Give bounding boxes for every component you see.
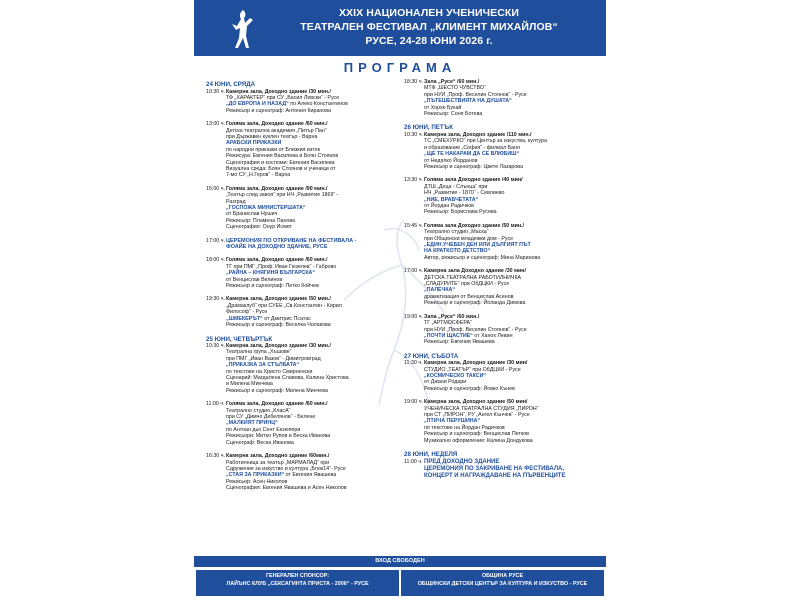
event-author: от Венцислав Велинов <box>226 276 283 283</box>
programme-event <box>206 343 402 394</box>
event-troupe: СТУДИО „ТЕАТЪР“ при ОбДЦКИ - Русе <box>424 366 521 373</box>
event-time: 10:30 ч. <box>404 131 423 138</box>
organizer-label: ОБЩИНА РУСЕ <box>481 573 524 579</box>
festival-title <box>264 6 594 48</box>
event-time: 15:45 ч. <box>404 222 423 229</box>
event-troupe: Работилница за театър „МАРМАЛАД“ при <box>226 459 330 466</box>
event-venue: Голяма зала, Доходно здание /60 мин./ <box>226 257 328 264</box>
title-line-1: XXIX НАЦИОНАЛЕН УЧЕНИЧЕСКИ <box>338 7 520 19</box>
sponsor-box <box>196 570 399 596</box>
event-troupe: при Общински младежки дом - Русе <box>424 235 514 242</box>
programme-event <box>404 177 600 215</box>
organizer-name: ОБЩИНСКИ ДЕТСКИ ЦЕНТЪР ЗА КУЛТУРА И ИЗКУСТВО - РУСЕ <box>417 581 588 587</box>
event-venue: Камерна зала, Доходно здание /110 мин./ <box>424 131 532 138</box>
event-venue: Голяма зала, Доходно здание /60 мин./ <box>226 401 328 408</box>
event-title: „ПОЧТИ ЩАСТИЕ“ <box>424 332 473 339</box>
event-credits: и Милена Минчева <box>226 381 273 388</box>
event-time: 16:30 ч. <box>206 453 225 460</box>
event-credits: Сценография: Евгения Явашева и Асен Николов <box>226 485 347 492</box>
day-heading: 24 ЮНИ, СРЯДА <box>206 81 256 88</box>
event-title: „МАЛКИЯТ ПРИНЦ“ <box>226 420 278 427</box>
event-troupe: при СТ „ПИРОН“, РУ „Ангел Кънчев“ - Русе <box>424 412 530 419</box>
event-venue: Голяма зала Доходно здание /40 мин/ <box>424 177 523 184</box>
event-title: „ГОСПОЖА МИНИСТЕРШАТА“ <box>226 205 306 211</box>
programme-event <box>404 360 600 392</box>
event-author: от Ханох Левин <box>472 332 513 339</box>
event-troupe: при НУИ „Проф. Веселин Стоянов“ - Русе <box>424 326 527 333</box>
event-credits: Режисьор: Евгения Явашева <box>424 339 495 346</box>
event-author: по народни приказки от Близкия изток <box>226 146 320 153</box>
event-author: по текстове на Христо Смирненски <box>226 368 313 375</box>
event-time: 19:00 ч. <box>404 399 423 406</box>
event-troupe: НЧ „Развитие - 1870“ - Севлиево <box>424 190 505 197</box>
event-troupe: ТС „СМЕХУРКО“ при Център за изкуства, култура <box>424 138 547 145</box>
event-troupe: „Драмаклуб“ при СУЕЕ „Св.Константин - Кирил <box>226 302 342 309</box>
event-author: от Бранислав Нушич <box>226 211 278 218</box>
event-title: „ДО ЕВРОПА И НАЗАД“ <box>226 101 289 108</box>
programme-event <box>206 186 402 231</box>
day-heading: 25 ЮНИ, ЧЕТВЪРТЪК <box>206 335 273 343</box>
day-heading: 26 ЮНИ, ПЕТЪК <box>404 124 453 132</box>
event-credits: Режисьор и сценограф: Антония Киранова <box>226 107 331 114</box>
poster-footer <box>194 568 606 600</box>
ceremony-text: ЦЕРЕМОНИЯ ПО ОТКРИВАНЕ НА ФЕСТИВАЛА - <box>226 237 357 244</box>
event-troupe: УЧЕНИЧЕСКА ТЕАТРАЛНА СТУДИЯ „ПИРОН“ <box>424 405 539 412</box>
programme-event <box>404 268 600 306</box>
closing-text: КОНЦЕРТ И НАГРАЖДАВАНЕ НА ПЪРВЕНЦИТЕ <box>424 472 566 479</box>
event-time: 19:30 ч. <box>206 296 225 303</box>
programme-event <box>404 79 600 117</box>
event-credits: Автор, режисьор и сценограф: Мина Маринова <box>424 254 541 261</box>
event-title: „КОСМИЧЕСКО ТАКСИ“ <box>424 373 487 380</box>
event-title: „ПТИЧА ПЕРУШИНА“ <box>424 418 481 425</box>
programme-right-column <box>404 79 600 487</box>
event-credits: Сценография и костюми: Евгения Василева <box>226 159 335 166</box>
event-credits: Режисьор: Пламена Панова <box>226 217 296 224</box>
programme-heading: ПРОГРАМА <box>343 60 457 75</box>
event-troupe: при СУ „Димчо Дебелянов“ - Белене <box>226 414 316 421</box>
closing-text: ПРЕД ДОХОДНО ЗДАНИЕ <box>424 458 500 465</box>
event-credits: Режисьор: Бориславa Русева <box>424 209 497 216</box>
programme-event <box>404 223 600 261</box>
programme-event <box>404 132 600 170</box>
poster-header <box>194 0 606 56</box>
event-author: от Хорхе Букай <box>424 104 462 111</box>
event-title: „ПЪТЕШЕСТВИЯТА НА ДУШАТА“ <box>424 98 512 105</box>
event-credits: Режисьор и сценограф: Венцислав Петков <box>424 431 529 438</box>
day-heading: 28 ЮНИ, НЕДЕЛЯ <box>404 451 458 459</box>
event-troupe: ДТШ „Деца - Слънца“ при <box>424 183 488 190</box>
event-time: 17:00 ч. <box>206 237 225 244</box>
event-author: от Йордан Радичков <box>424 203 474 209</box>
title-line-2: ТЕАТРАЛЕН ФЕСТИВАЛ „КЛИМЕНТ МИХАЙЛОВ“ <box>300 21 558 33</box>
programme-left-column <box>206 79 402 499</box>
event-author: от Джани Родари <box>424 379 467 386</box>
event-credits: Сценарий: Магдалена Славова, Калина Христова <box>226 375 349 382</box>
event-troupe: ТФ „ХАРАКТЕР“ при СУ „Васил Левски“ - Русе <box>226 94 340 101</box>
event-credits: Режисьор: Асен Николов <box>226 478 288 485</box>
event-credits: Режисьор и сценограф: Веселка Чолакова <box>226 322 331 329</box>
event-author: от Евгения Явашева <box>284 472 337 479</box>
title-line-3: РУСЕ, 24-28 ЮНИ 2026 г. <box>365 35 493 47</box>
event-venue: Зала „Русе“ /60 мин./ <box>424 313 480 320</box>
event-credits: Визуална среда: Боян Стоянов и ученици от <box>226 165 336 172</box>
event-troupe: при НУИ „Проф. Веселин Стоянов“ - Русе <box>424 91 527 98</box>
event-author: от Дмитрис Псатас <box>262 315 311 322</box>
closing-text: ЦЕРЕМОНИЯ ПО ЗАКРИВАНЕ НА ФЕСТИВАЛА, <box>424 465 565 472</box>
event-author: по Алеко Константинов <box>288 101 348 108</box>
event-venue: Камерна зала, Доходно здание /30 мин./ <box>226 343 331 349</box>
event-credits: Режисьор и сценограф: Йоланда Димова <box>424 300 526 307</box>
festival-poster <box>194 0 606 600</box>
programme-event <box>206 121 402 179</box>
organizer-box <box>401 570 604 596</box>
event-troupe: Театрално студио „КласА“ <box>226 407 291 414</box>
event-troupe: ДЕТСКА ТЕАТРАЛНА РАБОТИЛНИЧКА <box>424 274 522 281</box>
event-troupe: МТФ „ШЕСТО ЧУВСТВО“ <box>424 85 486 92</box>
programme-event-ceremony <box>206 238 402 251</box>
event-troupe: при ПМГ „Иван Вазов“ - Димитровград <box>226 355 321 362</box>
event-venue: Зала „Русе“ /60 мин./ <box>424 79 480 85</box>
event-troupe: Театрално студио „Маска“ <box>424 229 489 236</box>
event-venue: Камерна зала, Доходно здание /30 мин./ <box>226 88 331 95</box>
event-credits: Режисьор: Соня Ботева <box>424 111 483 118</box>
event-venue: Камерна зала, Доходно здание /50 мин/ <box>424 399 528 406</box>
event-time: 11:00 ч. <box>404 458 423 465</box>
ceremony-text: ФОАЙЕ НА ДОХОДНО ЗДАНИЕ, РУСЕ <box>226 244 328 251</box>
event-venue: Голяма зала, Доходно здание /60 мин./ <box>226 121 328 128</box>
event-time: 18:00 ч. <box>206 257 225 264</box>
event-troupe: Сдружение за изкуство и култура „Блок14“- Русе <box>226 465 346 472</box>
event-credits: Режисьор и сценограф: Йовко Кънев <box>424 385 515 392</box>
event-title: „ПРИКАЗКА ЗА СТЪЛБАТА“ <box>226 362 300 369</box>
event-venue: Камерна зала, Доходно здание /50 мин./ <box>226 296 331 303</box>
event-credits: Режисьор и сценограф: Милена Минчева <box>226 387 328 394</box>
event-venue: Голяма зала Доходно здание /50 мин./ <box>424 222 525 229</box>
event-author: по текстове на Йордан Радичков <box>424 424 505 431</box>
event-troupe: Театрална група „Хъшове“ <box>226 349 292 356</box>
event-time: 18:30 ч. <box>404 79 423 85</box>
event-credits: Сценограф: Веска Иванова <box>226 439 294 446</box>
event-troupe: Философ“ - Русе <box>226 309 268 316</box>
event-troupe: Детска театрална академия „Питър Пан“ <box>226 127 327 134</box>
programme-event <box>206 89 402 115</box>
event-troupe: ТГ при ПМГ „Проф. Иван Гюзелев“ - Габрово <box>226 263 337 270</box>
free-entry-banner: ВХОД СВОБОДЕН <box>194 556 606 567</box>
programme-event <box>206 296 402 328</box>
event-title: „ЩЕ ТЕ НАКАРАМ ДА СЕ ВЛЮБИШ“ <box>424 151 520 158</box>
event-troupe: „СЛАДУРИТЕ“ при ОбДЦКИ - Русе <box>424 281 510 288</box>
event-time: 11:00 ч. <box>206 401 225 408</box>
event-time: 11:30 ч. <box>404 360 423 367</box>
event-venue: Голяма зала, Доходно здание /90 мин./ <box>226 185 328 192</box>
event-venue: Камерна зала Доходно здание /30 мин/ <box>424 268 526 275</box>
event-author: драматизация от Венцислав Асенов <box>424 293 514 300</box>
event-time: 13:30 ч. <box>404 177 423 184</box>
event-troupe: и образование „София“ - филиал Баня <box>424 144 520 151</box>
dancer-logo-icon <box>228 6 258 50</box>
event-title: „РАЙНА – КНЯГИНЯ БЪЛГАРСКА“ <box>226 270 316 277</box>
event-author: по Антоан дьо Сент Екзюпери <box>226 426 301 433</box>
event-title: „ПАЛЕЧКА“ <box>424 287 456 294</box>
event-troupe: при Държавен куклен театър - Варна <box>226 133 318 140</box>
event-time: 10:30 ч. <box>206 343 225 349</box>
sponsor-label: ГЕНЕРАЛЕН СПОНСОР: <box>265 573 330 579</box>
event-time: 19:00 ч. <box>404 313 423 320</box>
programme-event-closing <box>404 459 600 480</box>
event-time: 10:30 ч. <box>206 88 225 95</box>
event-title: АРАБСКИ ПРИКАЗКИ <box>226 140 282 147</box>
event-troupe: „Театър след завоя“ при НЧ „Развитие 1869“ - <box>226 192 339 199</box>
event-credits: 7-мо СУ „Н.Геров“ - Варна <box>226 172 291 179</box>
event-credits: Музикално оформление: Калина Дондукова <box>424 437 533 444</box>
event-credits: Режисьор и сценограф: Цвете Лазарова <box>424 163 524 170</box>
event-troupe: Разград <box>226 198 246 205</box>
event-credits: Сценография: Онур Исмет <box>226 224 292 231</box>
programme-event <box>206 401 402 446</box>
event-credits: Режисьори: Митко Рупов и Веска Иванова <box>226 433 331 440</box>
event-title: „СТАЯ ЗА ПРИКАЗКИ“ <box>226 472 285 479</box>
event-author: от Недялко Йорданов <box>424 157 478 164</box>
event-time: 15:00 ч. <box>206 185 225 192</box>
event-venue: Камерна зала, Доходно здание /60мин./ <box>226 453 330 460</box>
event-credits: Режисура: Евгения Василева и Боян Стоянов <box>226 153 339 160</box>
programme-event <box>404 399 600 444</box>
event-time: 17:00 ч. <box>404 268 423 275</box>
programme-event <box>404 314 600 346</box>
event-troupe: ТГ „АРТМОСФЕРА“ <box>424 320 472 327</box>
event-title: НА КРАТКОТО ДЕТСТВО“ <box>424 248 491 255</box>
day-heading: 27 ЮНИ, СЪБОТА <box>404 352 459 360</box>
programme-event <box>206 257 402 289</box>
programme-event <box>206 453 402 491</box>
event-venue: Камерна зала, Доходно здание /30 мин/ <box>424 360 528 367</box>
event-title: „НИЕ, ВРАБЧЕТАТА“ <box>424 196 479 203</box>
sponsor-name: ЛАЙЪНС КЛУБ „СЕКСАГИНТА ПРИСТА - 2006“ - РУСЕ <box>226 581 369 587</box>
event-time: 13:00 ч. <box>206 121 225 128</box>
event-title: „ШМЕКЕРЪТ“ <box>226 315 263 322</box>
event-title: „ЕДИН УЧЕБЕН ДЕН ИЛИ ДЪЛГИЯТ ПЪТ <box>424 242 531 249</box>
event-credits: Режисьор и сценограф: Петко Койчев <box>226 283 319 290</box>
